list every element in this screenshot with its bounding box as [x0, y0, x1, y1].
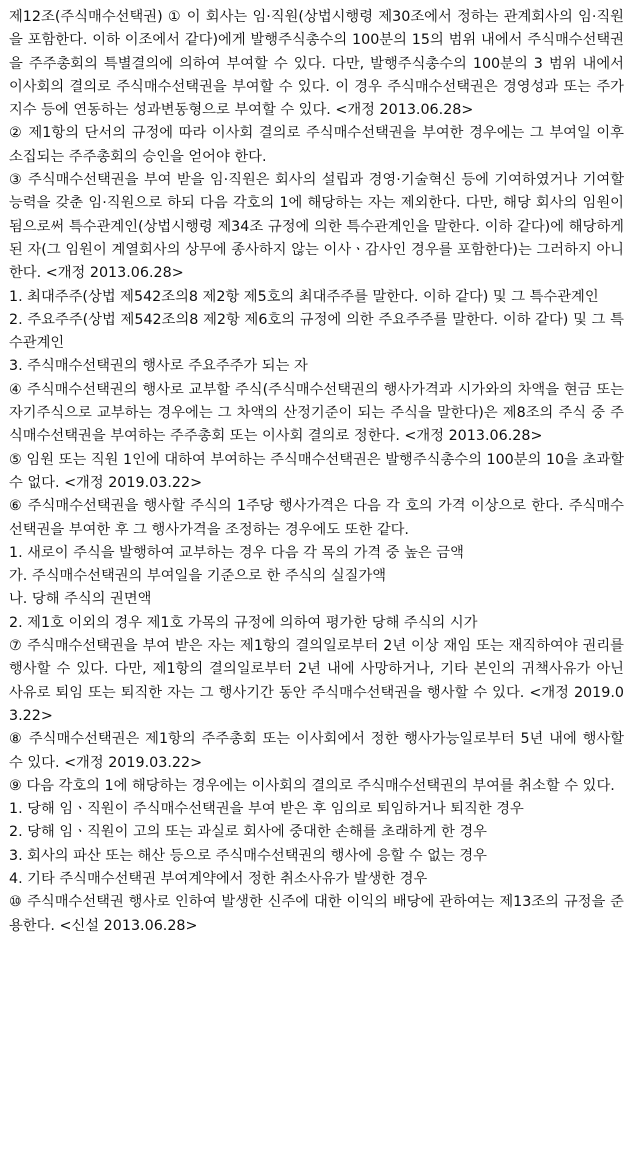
paragraph-6-item-2: 2. 제1호 이외의 경우 제1호 가목의 규정에 의하여 평가한 당해 주식의 시가	[9, 614, 478, 631]
paragraph-6-item-1-ga: 가. 주식매수선택권의 부여일을 기준으로 한 주식의 실질가액	[9, 568, 387, 585]
article-12-paragraph-9: ⑨ 다음 각호의 1에 해당하는 경우에는 이사회의 결의로 주식매수선택권의 부여를 취소할 수 있다.	[9, 777, 615, 794]
article-12-paragraph-8: ⑧ 주식매수선택권은 제1항의 주주총회 또는 이사회에서 정한 행사가능일로부터 5년 내에 행사할 수 있다. <개정 2019.03.22>	[9, 731, 624, 771]
paragraph-3-item-1: 1. 최대주주(상법 제542조의8 제2항 제5호의 최대주주를 말한다. 이하 같다) 및 그 특수관계인	[9, 288, 599, 305]
article-12-paragraph-2: ② 제1항의 단서의 규정에 따라 이사회 결의로 주식매수선택권을 부여한 경우에는 그 부여일 이후 소집되는 주주총회의 승인을 얻어야 한다.	[9, 125, 624, 165]
paragraph-9-item-3: 3. 회사의 파산 또는 해산 등으로 주식매수선택권의 행사에 응할 수 없는 경우	[9, 847, 487, 864]
paragraph-9-item-2: 2. 당해 임ㆍ직원이 고의 또는 과실로 회사에 중대한 손해를 초래하게 한 경우	[9, 824, 487, 841]
paragraph-9-item-1: 1. 당해 임ㆍ직원이 주식매수선택권을 부여 받은 후 임의로 퇴임하거나 퇴직한 경우	[9, 801, 524, 818]
paragraph-3-item-2: 2. 주요주주(상법 제542조의8 제2항 제6호의 규정에 의한 주요주주를 말한다. 이하 같다) 및 그 특수관계인	[9, 311, 624, 352]
paragraph-6-item-1: 1. 새로이 주식을 발행하여 교부하는 경우 다음 각 목의 가격 중 높은 금액	[9, 544, 464, 561]
paragraph-9-item-4: 4. 기타 주식매수선택권 부여계약에서 정한 취소사유가 발생한 경우	[9, 870, 428, 887]
article-12-paragraph-10: ⑩ 주식매수선택권 행사로 인하여 발생한 신주에 대한 이익의 배당에 관하여는 제13조의 규정을 준용한다. <신설 2013.06.28>	[9, 894, 624, 934]
article-12-paragraph-6: ⑥ 주식매수선택권을 행사할 주식의 1주당 행사가격은 다음 각 호의 가격 이상으로 한다. 주식매수선택권을 부여한 후 그 행사가격을 조정하는 경우에도 또한 같다.	[9, 498, 624, 538]
paragraph-3-item-3: 3. 주식매수선택권의 행사로 주요주주가 되는 자	[9, 358, 308, 375]
article-12-paragraph-4: ④ 주식매수선택권의 행사로 교부할 주식(주식매수선택권의 행사가격과 시가와의 차액을 현금 또는 자기주식으로 교부하는 경우에는 그 차액의 산정기준이 되는 주식을 말한다)은 제8조의 주식 중 주식매수선택권을 부여하는 주주총회 또는 이사회 결의로 정한다. <개정 2013.06.28>	[9, 381, 624, 445]
article-12-paragraph-5: ⑤ 임원 또는 직원 1인에 대하여 부여하는 주식매수선택권은 발행주식총수의 100분의 10을 초과할 수 없다. <개정 2019.03.22>	[9, 451, 624, 491]
paragraph-6-item-1-na: 나. 당해 주식의 권면액	[9, 591, 152, 608]
article-12-paragraph-3: ③ 주식매수선택권을 부여 받을 임·직원은 회사의 설립과 경영·기술혁신 등에 기여하였거나 기여할 능력을 갖춘 임·직원으로 하되 다음 각호의 1에 해당하는 자는 제외한다. 다만, 해당 회사의 임원이 됨으로써 특수관계인(상법시행령 제34조 규정에 의한 특수관계인을 말한다. 이하 같다)에 해당하게 된 자(그 임원이 계열회사의 상무에 종사하지 않는 이사ㆍ감사인 경우를 포함한다)는 그러하지 아니한다. <개정 2013.06.28>	[9, 172, 624, 282]
article-12-paragraph-7: ⑦ 주식매수선택권을 부여 받은 자는 제1항의 결의일로부터 2년 이상 재임 또는 재직하여야 권리를 행사할 수 있다. 다만, 제1항의 결의일로부터 2년 내에 사망하거나, 기타 본인의 귀책사유가 아닌 사유로 퇴임 또는 퇴직한 자는 그 행사기간 동안 주식매수선택권을 행사할 수 있다. <개정 2019.03.22>	[9, 638, 624, 724]
article-12-paragraph-1: 제12조(주식매수선택권) ① 이 회사는 임·직원(상법시행령 제30조에서 정하는 관계회사의 임·직원을 포함한다. 이하 이조에서 같다)에게 발행주식총수의 100분의 15의 범위 내에서 주식매수선택권을 주주총회의 특별결의에 의하여 부여할 수 있다. 다만, 발행주식총수의 100분의 3 범위 내에서 이사회의 결의로 주식매수선택권을 부여할 수 있다. 이 경우 주식매수선택권은 경영성과 또는 주가지수 등에 연동하는 성과변동형으로 부여할 수 있다. <개정 2013.06.28>	[9, 9, 624, 119]
